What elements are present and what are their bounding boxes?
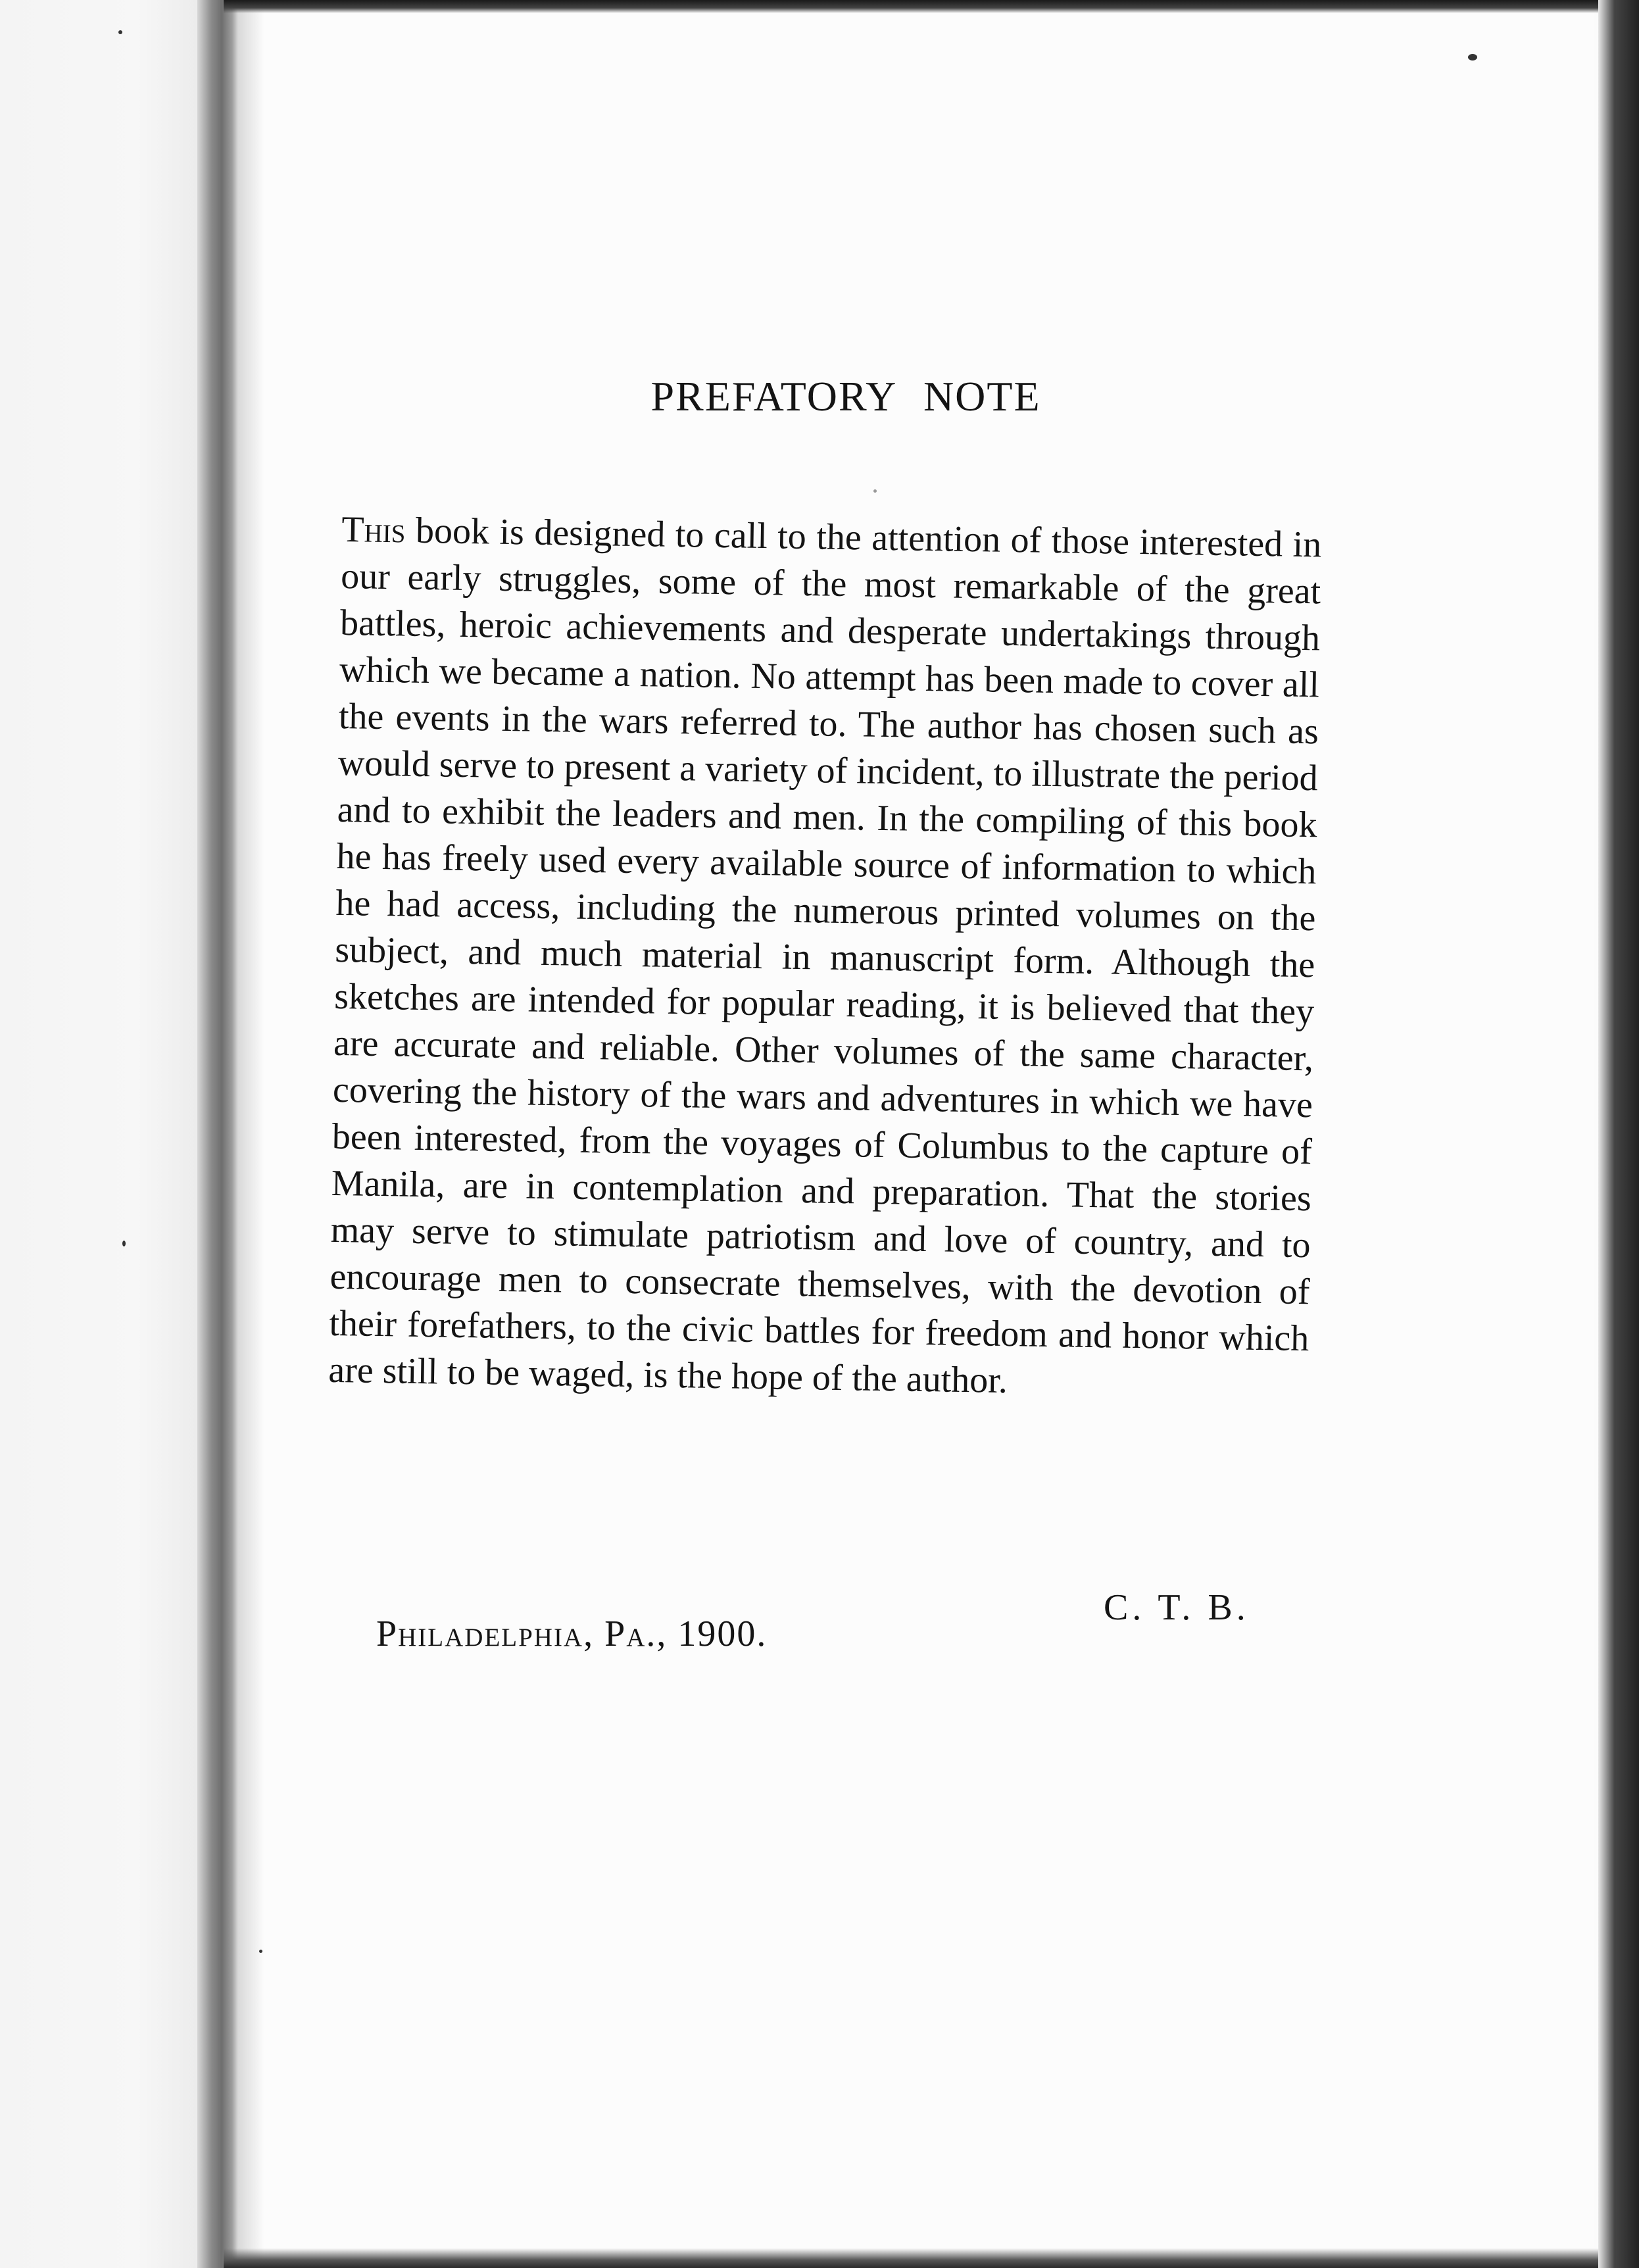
page-bottom-edge bbox=[224, 2248, 1639, 2268]
place-and-date: Philadelphia, Pa., 1900. bbox=[376, 1614, 768, 1654]
paragraph-lead-word: This bbox=[341, 508, 406, 551]
author-initials: C. T. B. bbox=[1104, 1587, 1250, 1628]
facing-page-edge bbox=[0, 0, 197, 2268]
scan-speck bbox=[259, 1950, 262, 1953]
page-top-edge bbox=[224, 0, 1639, 13]
gutter-shadow bbox=[238, 0, 264, 2268]
scan-speck bbox=[873, 489, 877, 493]
paragraph-text: book is designed to call to the attention of those interested in our early struggles, some of the most remarkable of the great battles, heroic achievements and desperate undertakings through which we became a nation. No attempt has been made to cover all the events in the wars referred to. The author has chosen such as would serve to present a variety of incident, to illustrate the period and to exhibit the leaders and men. In the compiling of this book he has freely used every available source of information to which he had access, including the numerous printed volumes on the subject, and much material in manuscript form. Although the sketches are intended for popular reading, it is believed that they are accurate and reliable. Other volumes of the same character, covering the history of the wars and adventures in which we have been interested, from the voyages of Columbus to the capture of Manila, are in contemplation and preparation. That the stories may serve to stimulate patriotism and love of country, and to encourage men to consecrate themselves, with the devotion of their forefathers, to the civic battles for freedom and honor which are still to be waged, is the hope of the author. bbox=[328, 510, 1322, 1402]
prefatory-paragraph bbox=[328, 506, 1322, 1409]
page-title: PREFATORY NOTE bbox=[650, 373, 1041, 420]
book-gutter bbox=[197, 0, 238, 2268]
scan-speck bbox=[118, 30, 122, 34]
scan-speck bbox=[122, 1241, 126, 1246]
page-right-edge bbox=[1598, 0, 1639, 2268]
scan-speck bbox=[1468, 54, 1477, 61]
